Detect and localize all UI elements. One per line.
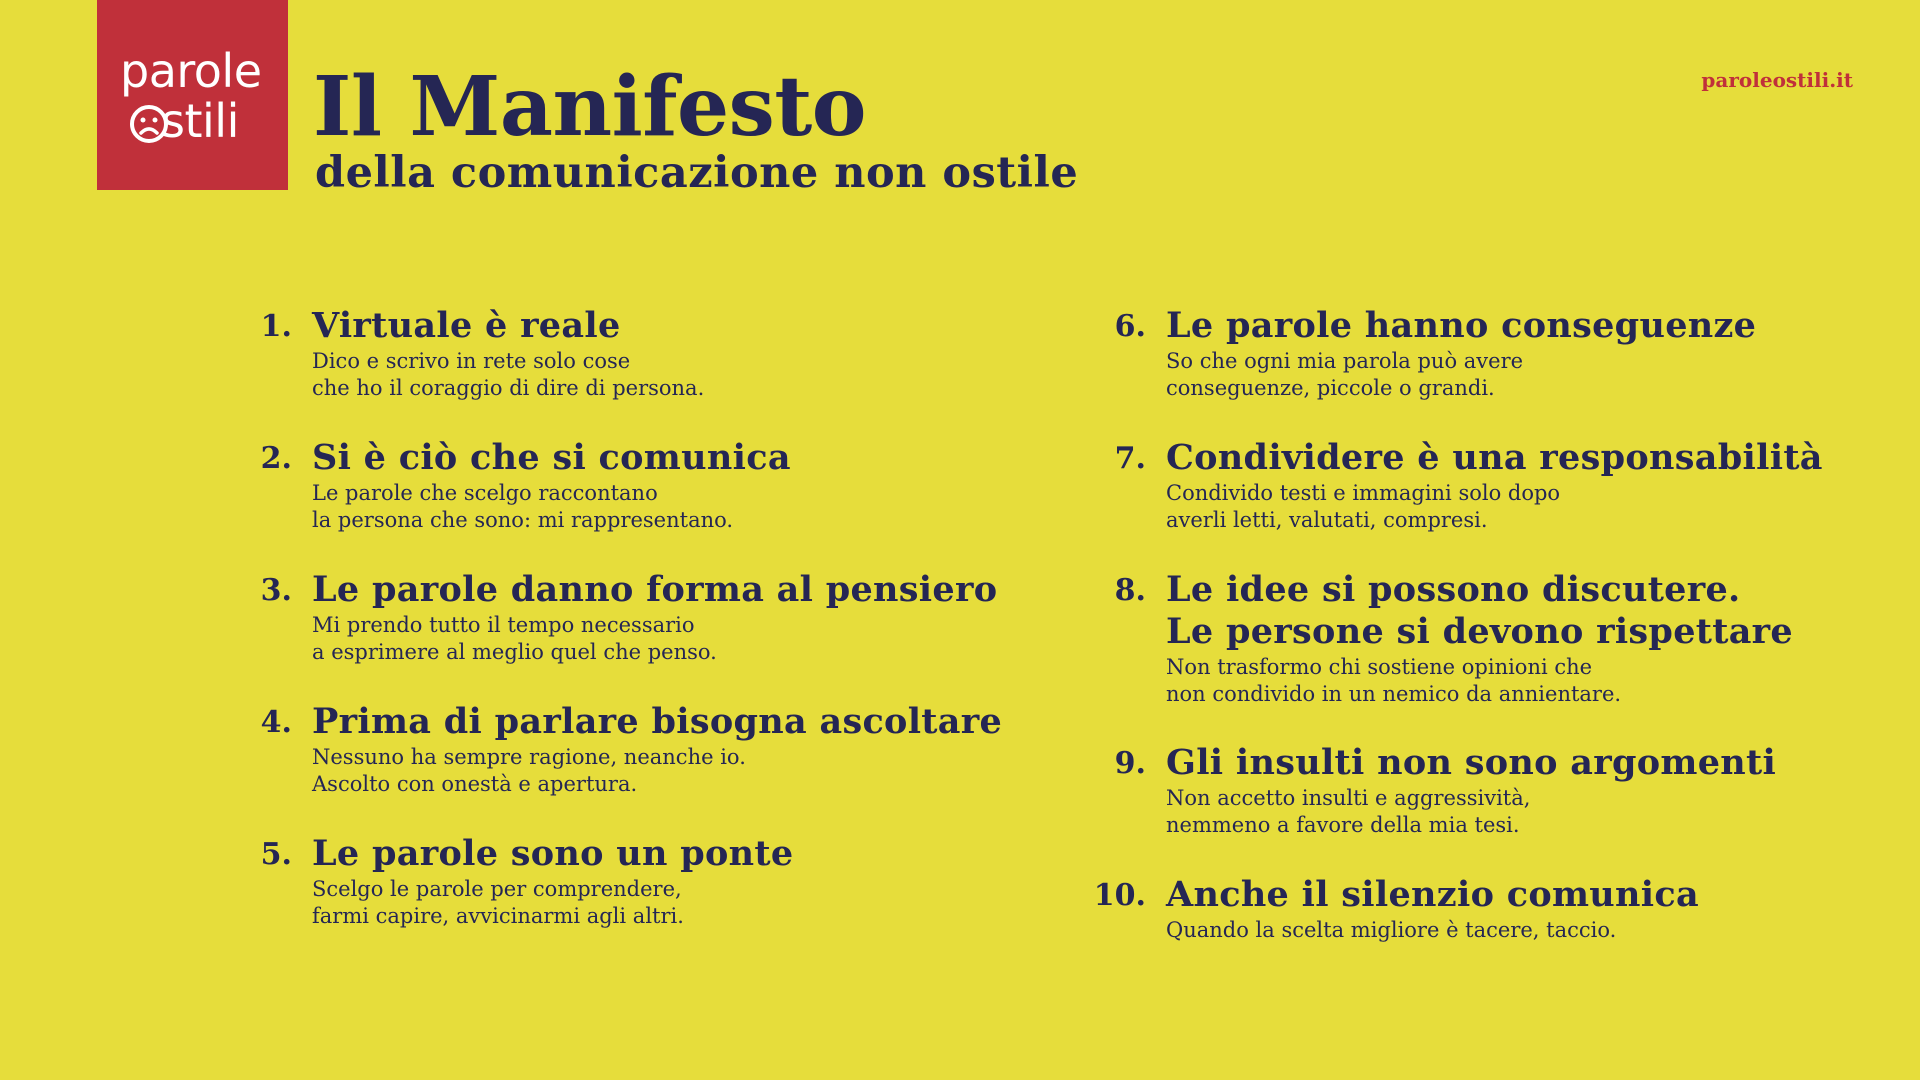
item-title: Si è ciò che si comunica xyxy=(312,437,791,478)
item-description: Quando la scelta migliore è tacere, taccio. xyxy=(1166,918,1617,942)
manifesto-item-1 xyxy=(260,305,705,402)
manifesto-item-7 xyxy=(1114,437,1823,534)
page-subtitle: della comunicazione non ostile xyxy=(315,148,1079,198)
item-title: Le idee si possono discutere. Le persone si devono rispettare xyxy=(1166,569,1793,652)
manifesto-item-5 xyxy=(260,833,794,930)
item-description: So che ogni mia parola può avere conseguenze, piccole o grandi. xyxy=(1166,349,1524,400)
page-title: Il Manifesto xyxy=(313,59,866,155)
item-title: Gli insulti non sono argomenti xyxy=(1166,742,1777,783)
item-title: Le parole hanno conseguenze xyxy=(1166,305,1757,346)
item-number: 8. xyxy=(1114,573,1146,608)
manifesto-item-3 xyxy=(260,569,998,666)
item-number: 2. xyxy=(260,441,292,476)
item-description: Dico e scrivo in rete solo cose che ho il coraggio di dire di persona. xyxy=(312,349,705,400)
manifesto-item-9 xyxy=(1114,742,1777,839)
item-description: Non accetto insulti e aggressività, nemmeno a favore della mia tesi. xyxy=(1166,786,1531,837)
item-description: Scelgo le parole per comprendere, farmi capire, avvicinarmi agli altri. xyxy=(312,877,684,928)
item-number: 5. xyxy=(260,837,292,872)
item-description: Mi prendo tutto il tempo necessario a esprimere al meglio quel che penso. xyxy=(312,613,717,664)
item-description: Nessuno ha sempre ragione, neanche io. Ascolto con onestà e apertura. xyxy=(312,745,746,796)
item-title: Le parole sono un ponte xyxy=(312,833,794,874)
logo xyxy=(97,0,288,190)
manifesto-item-4 xyxy=(260,701,1003,798)
item-title: Prima di parlare bisogna ascoltare xyxy=(312,701,1003,742)
item-title: Condividere è una responsabilità xyxy=(1166,437,1823,478)
item-title: Virtuale è reale xyxy=(312,305,621,346)
manifesto-item-8 xyxy=(1114,569,1793,708)
item-title: Le parole danno forma al pensiero xyxy=(312,569,998,610)
logo-word-parole: parole xyxy=(120,44,262,98)
item-number: 4. xyxy=(260,705,292,740)
manifesto-item-10 xyxy=(1093,874,1699,944)
item-description: Le parole che scelgo raccontano la persona che sono: mi rappresentano. xyxy=(312,481,734,532)
item-description: Non trasformo chi sostiene opinioni che non condivido in un nemico da annientare. xyxy=(1166,655,1622,706)
item-number: 1. xyxy=(260,309,292,344)
item-number: 3. xyxy=(260,573,292,608)
item-number: 6. xyxy=(1114,309,1146,344)
item-description: Condivido testi e immagini solo dopo averli letti, valutati, compresi. xyxy=(1166,481,1561,532)
item-number: 10. xyxy=(1093,878,1146,913)
manifesto-item-6 xyxy=(1114,305,1757,402)
item-title: Anche il silenzio comunica xyxy=(1166,874,1699,915)
manifesto-item-2 xyxy=(260,437,791,534)
website-link[interactable]: paroleostili.it xyxy=(1701,68,1853,92)
item-number: 9. xyxy=(1114,746,1146,781)
item-number: 7. xyxy=(1114,441,1146,476)
logo-word-stili: stili xyxy=(161,94,239,148)
